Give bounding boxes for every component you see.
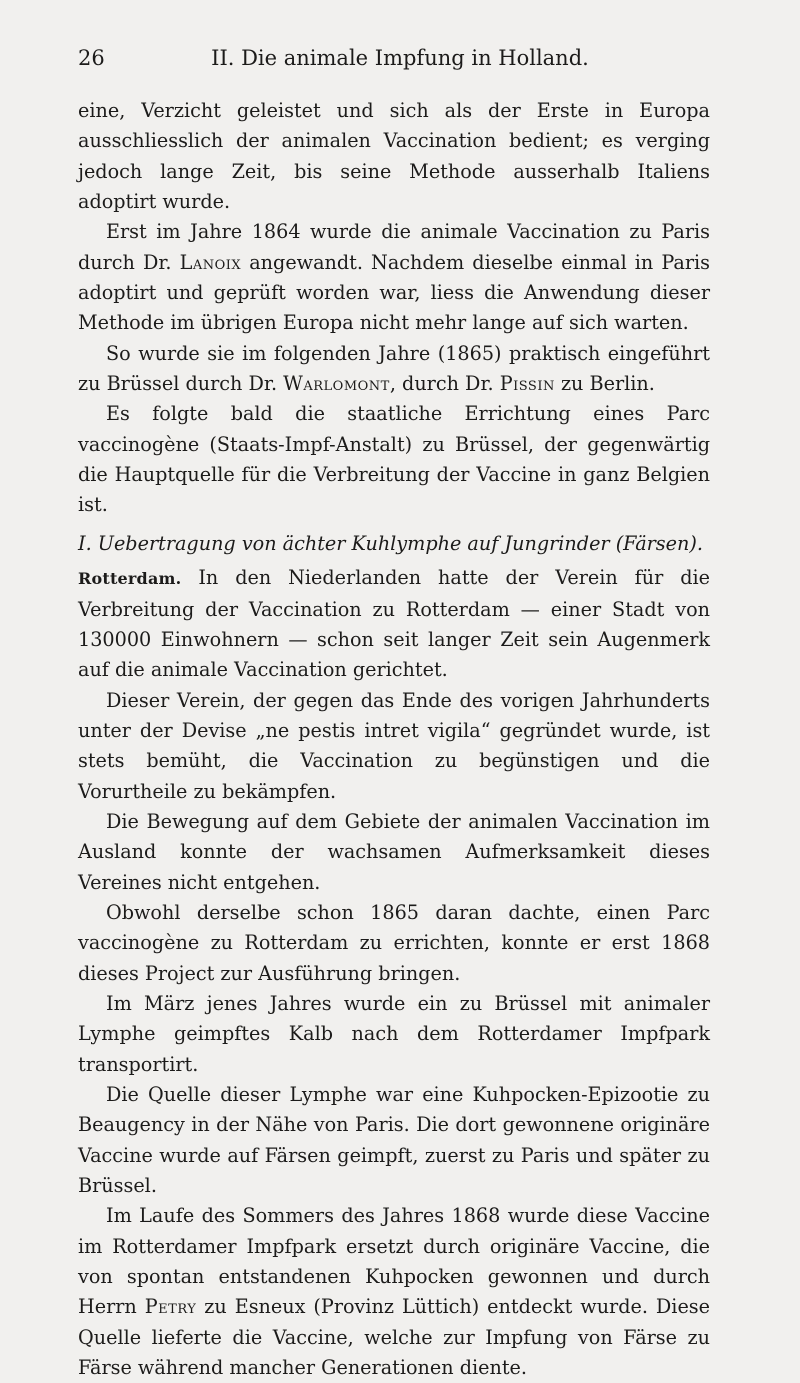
person-name-warlomont: Warlomont	[283, 372, 390, 396]
paragraph-4: Es folgte bald die staatliche Errichtung eines Parc vaccinogène (Staats-Impf-Anstalt) zu Brüssel, der gegenwärtig die Hauptquelle für die Verbreitung der Vaccine in ganz Belgien ist.	[78, 402, 710, 517]
paragraph-3-text-b: , durch Dr.	[389, 372, 500, 396]
paragraph-6: Dieser Verein, der gegen das Ende des vorigen Jahrhunderts unter der Devise „ne pestis intret vigila“ gegründet wurde, ist stets bemüht, die Vaccination zu begünstigen und die Vorurtheile zu bekämpfen.	[78, 688, 710, 803]
paragraph-3-text-c: zu Berlin.	[554, 372, 655, 396]
person-name-petry: Petry	[144, 1295, 197, 1319]
paragraph-1: eine, Verzicht geleistet und sich als der Erste in Europa ausschliesslich der animalen Vaccination bedient; es verging jedoch lange Zeit, bis seine Methode ausserhalb Italiens adoptirt wurde.	[78, 99, 710, 214]
paragraph-10: Die Quelle dieser Lymphe war eine Kuhpocken-Epizootie zu Beaugency in der Nähe von Paris. Die dort gewonnene originäre Vaccine wurde auf Färsen geimpft, zuerst zu Paris und später zu Brüssel.	[78, 1083, 710, 1198]
paragraph-2-text-a: Erst im Jahre 1864 wurde die animale Vaccination zu Paris durch Dr.	[78, 220, 710, 274]
paragraph-5-text: In den Niederlanden hatte der Verein für die Verbreitung der Vaccination zu Rotterdam — einer Stadt von 130000 Einwohnern — schon seit langer Zeit sein Augenmerk auf die animale Vaccination gerichtet.	[78, 566, 710, 682]
page-number: 26	[78, 46, 105, 70]
paragraph-11	[78, 1201, 710, 1383]
paragraph-7: Die Bewegung auf dem Gebiete der animalen Vaccination im Ausland konnte der wachsamen Aufmerksamkeit dieses Vereines nicht entgehen.	[78, 809, 710, 894]
paragraph-2-text-b: angewandt. Nachdem dieselbe einmal in Paris adoptirt und geprüft worden war, liess die Anwendung dieser Methode im übrigen Europa nicht mehr lange auf sich warten.	[78, 250, 710, 335]
person-name-lanoix: Lanoix	[179, 250, 242, 274]
page-header	[78, 46, 722, 78]
paragraph-5	[78, 563, 710, 685]
paragraph-8: Obwohl derselbe schon 1865 daran dachte, einen Parc vaccinogène zu Rotterdam zu errichten, konnte er erst 1868 dieses Project zur Ausführung bringen.	[78, 900, 710, 985]
paragraph-2	[78, 217, 710, 338]
paragraph-3-text-a: So wurde sie im folgenden Jahre (1865) praktisch eingeführt zu Brüssel durch Dr.	[78, 341, 710, 396]
paragraph-11-text-a: Im Laufe des Sommers des Jahres 1868 wurde diese Vaccine im Rotterdamer Impfpark ersetzt durch originäre Vaccine, die von spontan entstandenen Kuhpocken gewonnen und durch Herrn	[78, 1204, 710, 1319]
section-heading: I. Uebertragung von ächter Kuhlymphe auf Jungrinder (Färsen).	[78, 531, 703, 555]
paragraph-11-text-b: zu Esneux (Provinz Lüttich) entdeckt wurde. Diese Quelle lieferte die Vaccine, welche zur Impfung von Färse zu Färse während mancher Generationen diente.	[78, 1295, 710, 1380]
paragraph-9: Im März jenes Jahres wurde ein zu Brüssel mit animaler Lymphe geimpftes Kalb nach dem Rotterdamer Impfpark transportirt.	[78, 991, 710, 1076]
person-name-pissin: Pissin	[499, 372, 555, 396]
paragraph-3	[78, 339, 710, 400]
body-text	[78, 96, 710, 1383]
runin-rotterdam: Rotterdam.	[78, 569, 182, 589]
running-title: II. Die animale Impfung in Holland.	[211, 46, 589, 70]
